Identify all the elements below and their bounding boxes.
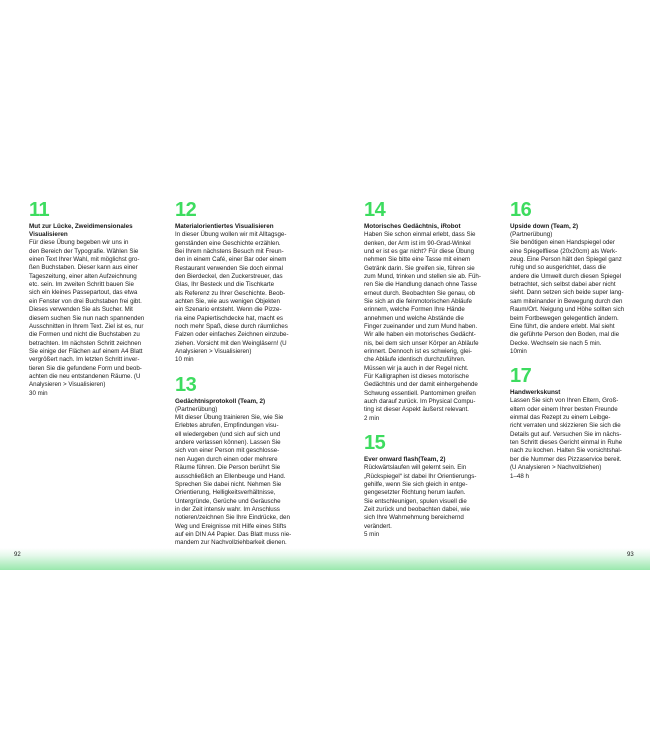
column-4 xyxy=(510,200,634,491)
exercise-title: Ever onward flash(Team, 2) xyxy=(364,456,446,464)
exercise-number: 15 xyxy=(364,432,386,455)
exercise-subtitle: (Partnerübung) xyxy=(175,405,218,413)
exercise-title: Materialorientiertes Visualisieren xyxy=(175,223,274,230)
exercise-text: Lassen Sie sich von Ihren Eltern, Groß- eltern oder einem Ihrer besten Freunde einmal das Rezept zu einem Leibge- richt verraten und skizzieren Sie sich die Details gut auf. Versuchen Sie im nächs- ten Schritt dieses Gericht einmal in Ruhe nach zu kochen. Halten Sie vorsichtshal- ber die Nummer des Pizzaservice bereit. (U Analysieren > Nachvollziehen) xyxy=(510,397,623,472)
exercise-11 xyxy=(29,200,151,398)
column-3 xyxy=(364,200,486,549)
exercise-number: 17 xyxy=(510,365,532,388)
exercise-13 xyxy=(175,375,297,565)
exercise-duration: 30 min xyxy=(29,389,48,397)
exercise-12 xyxy=(175,200,297,365)
exercise-text: Rückwärtslaufen will gelernt sein. Ein „Rückspiegel“ ist dabei Ihr Orientierungs- gehilfe, wenn Sie sich gleich in entge- gengesetzter Richtung herum laufen. Sie entschleunigen, spulen visuell die Zeit zurück und beobachten dabei, wie sich Ihre Wahrnehmung bereichernd verändert. xyxy=(364,464,477,530)
exercise-16 xyxy=(510,200,634,356)
exercise-15 xyxy=(364,433,486,539)
exercise-title: Mut zur Lücke, Zweidimensionales Visualisieren xyxy=(29,223,133,239)
exercise-text: In dieser Übung wollen wir mit Alltagsge- genständen eine Geschichte erzählen. Bei Ihrem nächstens Besuch mit Freun- den in einem Café, einer Bar oder einem Restaurant verwenden Sie doch einmal den Bierdeckel, den Zuckerstreuer, das Glas, Ihr Besteck und die Tischkarte als Referenz zu Ihrer Geschichte. Beob- achten Sie, wie aus wenigen Objekten ein Szenario entsteht. Wenn die Pizze- ria eine Papiertischdecke hat, macht es noch mehr Spaß, diese durch räumliches Falzen oder einfaches Zeichnen einzube- ziehen. Vorsicht mit den Weingläsern! (U Analysieren > Visualisieren) xyxy=(175,231,289,356)
exercise-number: 14 xyxy=(364,199,386,221)
exercise-duration: 10 min xyxy=(175,356,194,364)
exercise-text: Haben Sie schon einmal erlebt, dass Sie denken, der Arm ist im 90-Grad-Winkel und er ist es gar nicht? Für diese Übung nehmen Sie bitte eine Tasse mit einem Getränk darin. Sie greifen sie, führen sie zum Mund, trinken und stellen sie ab. Füh- ren Sie die Handlung danach ohne Tasse erneut durch. Beobachten Sie genau, ob Sie sich an die feinmotorischen Abläufe erinnern, welche Formen Ihre Hände annehmen und welche Abstände die Finger zueinander und zum Mund haben. Wir alle haben ein motorisches Gedächt- nis, bei dem sich unser Körper an Abläufe erinnert. Dennoch ist es schwierig, glei- che Abläufe identisch durchzuführen. Müssen wir ja auch in der Regel nicht. Für Kalligraphen ist dieses motorische Gedächtnis und der damit einhergehende Schwung essentiell. Pantomimen greifen auch darauf zurück. Im Physical Compu- ting ist dieser Aspekt äußerst relevant. xyxy=(364,231,481,414)
exercise-duration: 5 min xyxy=(364,531,380,539)
exercise-duration: 1–48 h xyxy=(510,472,529,480)
page-number-left: 92 xyxy=(14,552,21,558)
exercise-text: Sie benötigen einen Handspiegel oder eine Spiegelfliese (20x20cm) als Werk- zeug. Eine Person hält den Spiegel ganz ruhig und so ausgerichtet, dass die andere die Umwelt durch diesen Spiegel betrachtet, sich selbst dabei aber nicht sieht. Dann setzen sich beide super lang- sam miteinander in Bewegung durch den Raum/Ort. Neigung und Höhe sollten sich beim Fortbewegen gelegentlich ändern. Eine führt, die andere erlebt. Mal sieht die geführte Person den Boden, mal die Decke. Wechseln sie nach 5 min. xyxy=(510,239,625,347)
exercise-duration: 10min xyxy=(510,347,527,355)
page-number-right: 93 xyxy=(627,552,634,558)
exercise-14 xyxy=(364,200,486,423)
exercise-text: Mit dieser Übung trainieren Sie, wie Sie Erlebtes abrufen, Empfindungen visu- ell wiedergeben (und sich auf sich und andere verlassen können). Lassen Sie sich von einer Person mit geschlosse- nen Augen durch einen oder mehrere Räume führen. Die Person berührt Sie ausschließlich an Ellenbeuge und Hand. Sprechen Sie dabei nicht. Nehmen Sie Orientierung, Helligkeitsverhältnisse, Untergründe, Gerüche und Geräusche in der Zeit intensiv wahr. Im Anschluss notieren/zeichnen Sie Ihre Eindrücke, den Weg und Ereignisse mit Hilfe eines Stifts auf ein DIN A4 Papier. Das Blatt muss nie- mandem zur Nachvollziehbarkeit dienen. xyxy=(175,414,292,547)
exercise-title: Motorisches Gedächtnis, iRobot xyxy=(364,223,461,230)
exercise-title: Upside down (Team, 2) xyxy=(510,223,579,230)
column-1 xyxy=(29,200,151,408)
exercise-text: Für diese Übung begeben wir uns in den Bereich der Typografie. Wählen Sie einen Text Ihrer Wahl, mit möglichst gro- ßen Buchstaben. Dieser kann aus einer Tageszeitung, einer alten Aufzeichnung etc. sein. Im zweiten Schritt bauen Sie sich ein kleines Passepartout, das etwa ein Fenster von drei Buchstaben frei gibt. Dieses verwenden Sie als Sucher. Mit diesem suchen Sie nun nach spannenden Ausschnitten in Ihrem Text. Ziel ist es, nur die Formen und nicht die Buchstaben zu betrachten. Im nächsten Schritt zeichnen Sie einige der Flächen auf einem A4 Blatt vergrößert nach. Im letzten Schritt inver- tieren Sie die gefundene Form und beob- achten die neu entstandenen Räume. (U Analysieren > Visualisieren) xyxy=(29,239,145,389)
exercise-17 xyxy=(510,366,634,481)
exercise-number: 11 xyxy=(29,199,50,221)
exercise-number: 16 xyxy=(510,199,532,221)
exercise-title: Gedächtnisprotokoll (Team, 2) xyxy=(175,397,266,405)
exercise-subtitle: (Partnerübung) xyxy=(510,231,553,239)
column-2 xyxy=(175,200,297,574)
footer-gradient-band xyxy=(0,548,650,570)
exercise-number: 12 xyxy=(175,199,197,221)
exercise-duration: 2 min xyxy=(364,414,380,422)
exercise-number: 13 xyxy=(175,373,197,396)
exercise-title: Handwerkskunst xyxy=(510,389,561,397)
